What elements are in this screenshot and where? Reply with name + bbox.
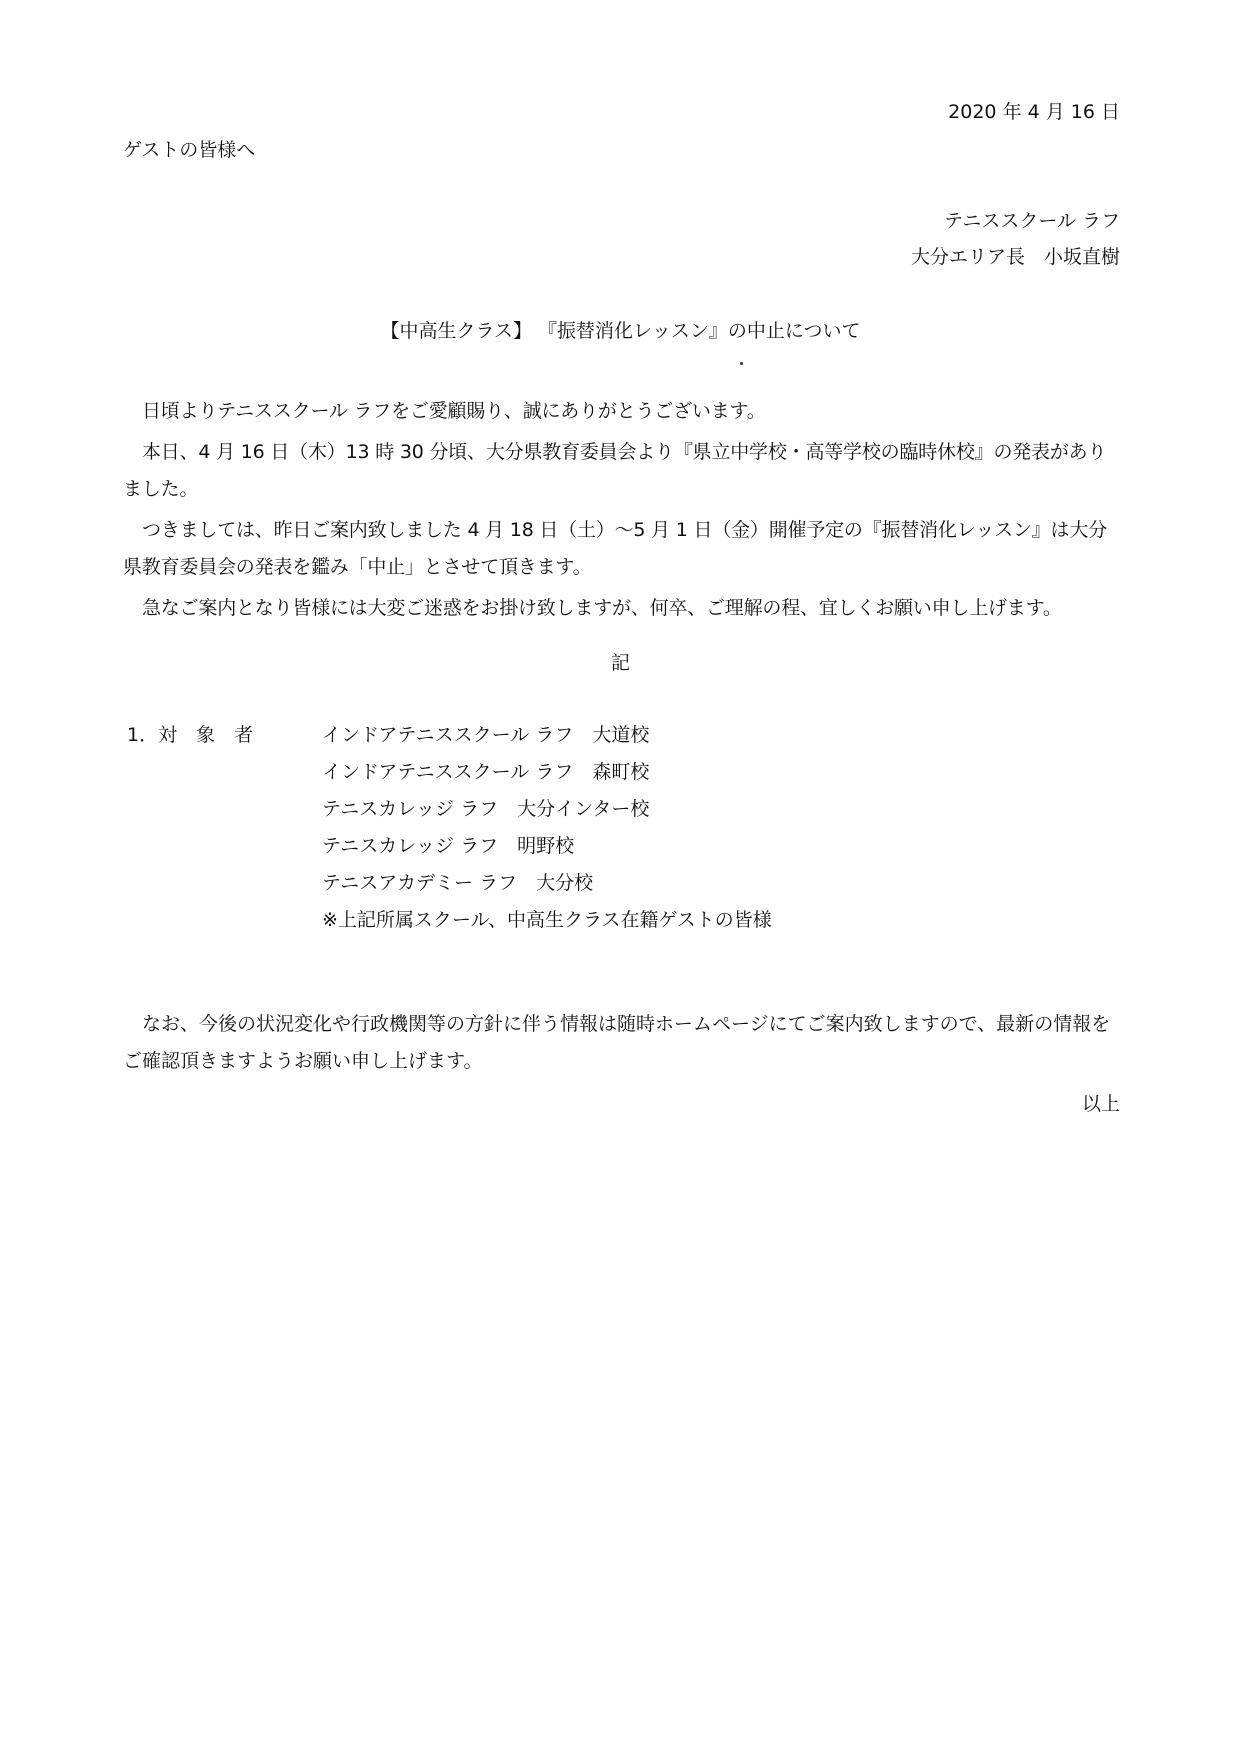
target-item: テニスアカデミー ラフ 大分校 <box>322 872 594 894</box>
ki-heading: 記 <box>610 652 630 674</box>
document-date: 2020 年 4 月 16 日 <box>948 101 1120 123</box>
target-item: インドアテニススクール ラフ 大道校 <box>322 724 650 746</box>
target-note: ※上記所属スクール、中高生クラス在籍ゲストの皆様 <box>322 909 772 931</box>
closing-paragraph: なお、今後の状況変化や行政機関等の方針に伴う情報は随時ホームページにてご案内致しますので、最新の情報をご確認頂きますようお願い申し上げます。 <box>123 1013 1111 1072</box>
addressee: ゲストの皆様へ <box>123 139 256 161</box>
target-item: インドアテニススクール ラフ 森町校 <box>322 761 650 783</box>
target-label: 1．対 象 者 <box>127 724 254 746</box>
target-item: テニスカレッジ ラフ 大分インター校 <box>322 798 650 820</box>
closing-text <box>123 1006 1123 1080</box>
document-title: 【中高生クラス】 『振替消化レッスン』の中止について <box>380 320 861 342</box>
body-paragraph: 急なご案内となり皆様には大変ご迷惑をお掛け致しますが、何卒、ご理解の程、宜しくお願い申し上げます。 <box>142 597 1062 619</box>
sender-person: 大分エリア長 小坂直樹 <box>910 246 1120 268</box>
scan-speck <box>740 362 743 365</box>
body-paragraph: 日頃よりテニススクール ラフをご愛顧賜り、誠にありがとうございます。 <box>142 400 766 422</box>
body-paragraph: 本日、4 月 16 日（木）13 時 30 分頃、大分県教育委員会より『県立中学校・高等学校の臨時休校』の発表がありました。 <box>123 441 1107 500</box>
body-paragraph: つきましては、昨日ご案内致しました 4 月 18 日（土）～5 月 1 日（金）開催予定の『振替消化レッスン』は大分県教育委員会の発表を鑑み「中止」とさせて頂きます。 <box>123 519 1107 578</box>
sender-organization: テニススクール ラフ <box>944 210 1120 232</box>
end-mark: 以上 <box>1081 1093 1120 1115</box>
body-text <box>123 393 1123 631</box>
target-list <box>322 724 772 946</box>
target-item: テニスカレッジ ラフ 明野校 <box>322 835 575 857</box>
